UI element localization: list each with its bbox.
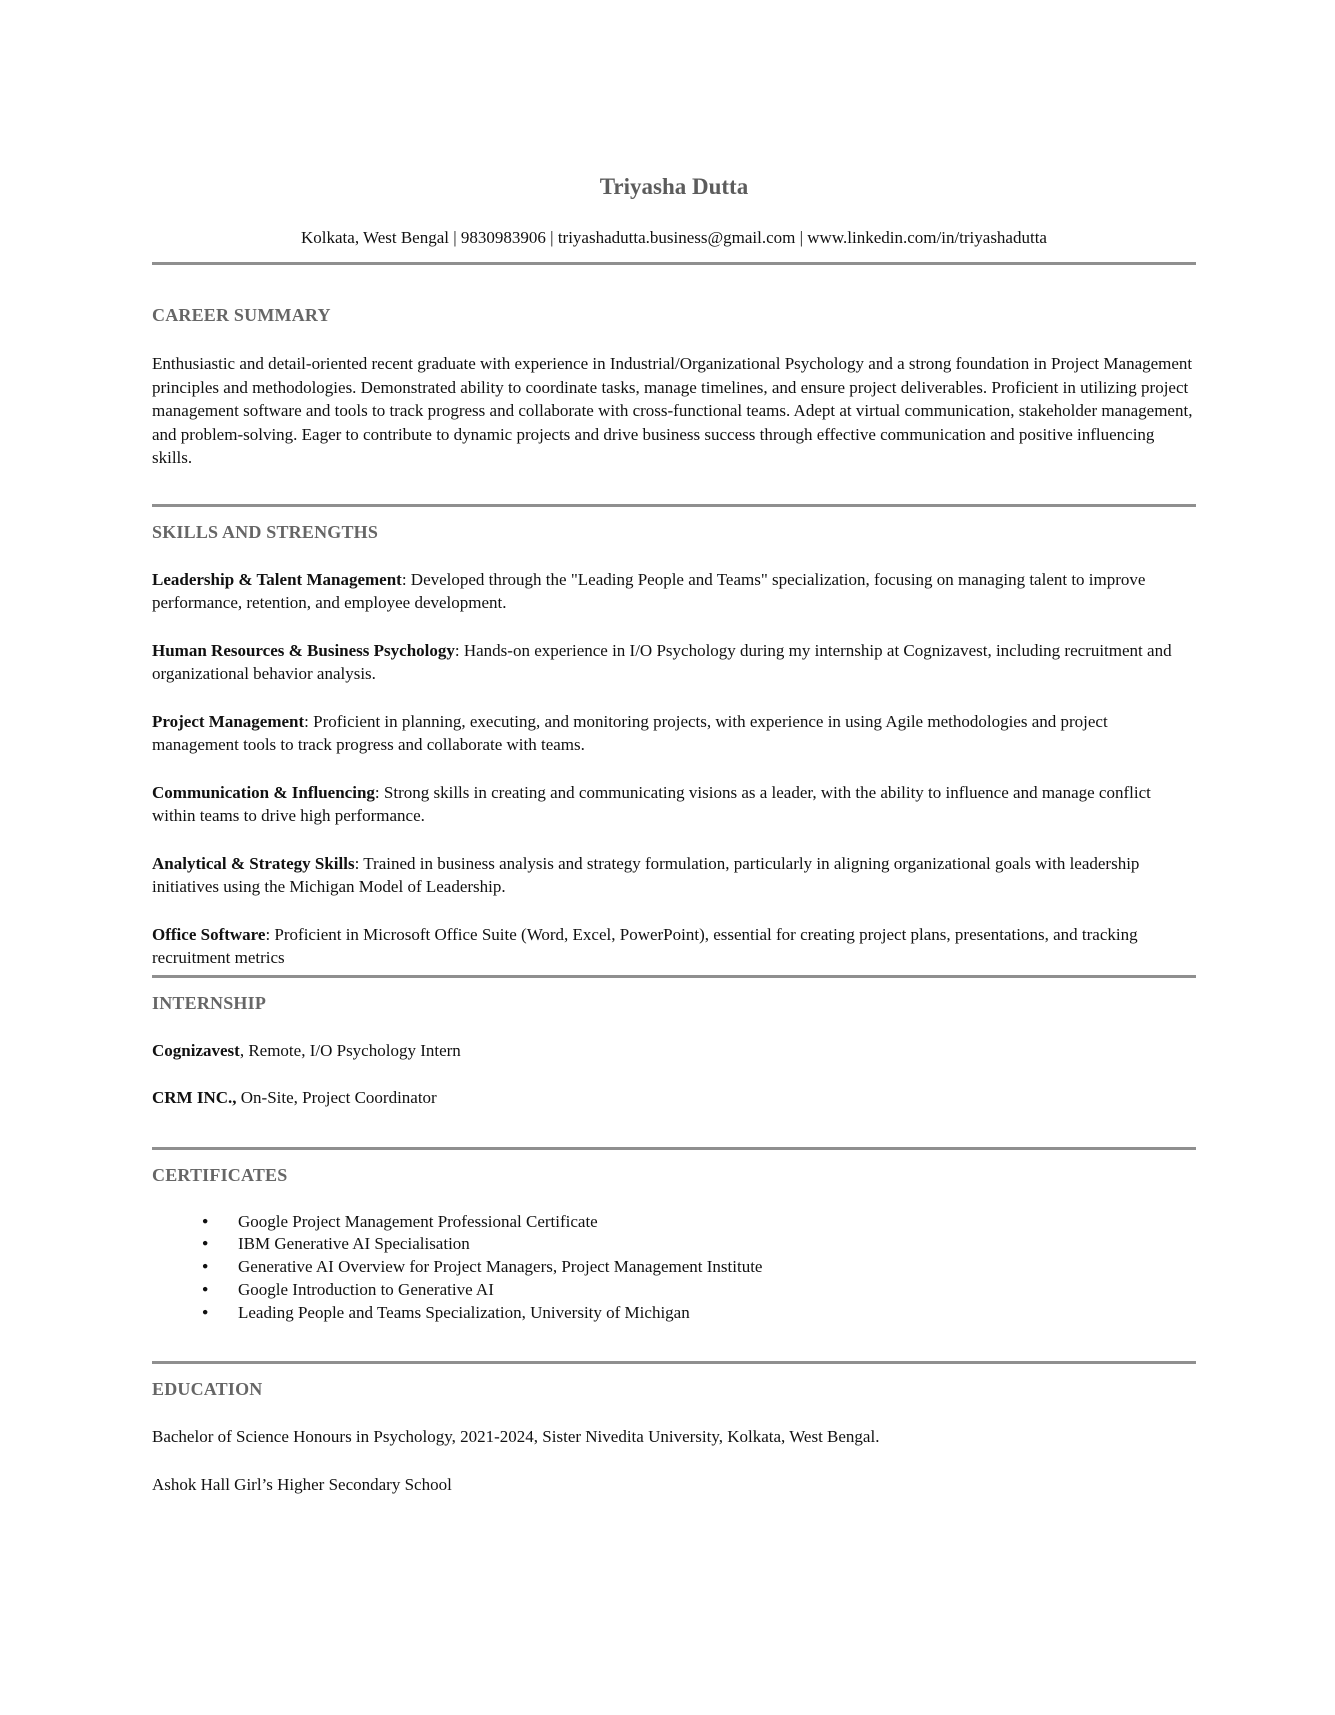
education-line: Bachelor of Science Honours in Psychology, 2021-2024, Sister Nivedita University, Kolkata, West Bengal. xyxy=(152,1427,880,1447)
contact-separator: | xyxy=(545,228,558,247)
skill-label: Communication & Influencing xyxy=(152,782,375,802)
education-divider xyxy=(152,1361,1196,1364)
skill-label: Office Software xyxy=(152,924,266,944)
skills-list xyxy=(152,568,1196,970)
section-skills-and-strengths xyxy=(152,520,1196,970)
internship-company: Cognizavest xyxy=(152,1040,240,1060)
skill-description: : Strong skills in creating and communicating visions as a leader, with the ability to influence and manage conflict within teams to drive high performance. xyxy=(152,782,1151,825)
skill-description: : Trained in business analysis and strategy formulation, particularly in aligning organizational goals with leadership initiatives using the Michigan Model of Leadership. xyxy=(152,853,1140,896)
skill-label: Leadership & Talent Management xyxy=(152,569,402,589)
certificate-item: ● IBM Generative AI Specialisation xyxy=(200,1233,1196,1256)
internship-details: , Remote, I/O Psychology Intern xyxy=(239,1040,461,1060)
section-education xyxy=(152,1377,1196,1496)
internship-title: INTERNSHIP xyxy=(152,992,267,1013)
skill-item xyxy=(152,710,1196,757)
skill-label: Human Resources & Business Psychology xyxy=(152,640,455,660)
certificate-item: ● Generative AI Overview for Project Managers, Project Management Institute xyxy=(200,1256,1196,1279)
resume-name: Triyasha Dutta xyxy=(599,174,749,199)
certificate-item: ● Google Introduction to Generative AI xyxy=(200,1279,1196,1302)
internship-details: On-Site, Project Coordinator xyxy=(236,1088,437,1107)
skill-description: : Proficient in planning, executing, and monitoring projects, with experience in using Agile methodologies and project management tools to track progress and collaborate with teams. xyxy=(152,711,1108,754)
education-title: EDUCATION xyxy=(152,1379,263,1400)
section-certificates xyxy=(152,1163,1196,1325)
contact-phone: 9830983906 xyxy=(460,228,546,247)
skills-divider xyxy=(152,504,1196,507)
internship-divider xyxy=(152,975,1196,978)
career-summary-text: Enthusiastic and detail-oriented recent graduate with experience in Industrial/Organizational Psychology and a strong foundation in Project Management principles and methodologies. Demonstrated ability to coordinate tasks, manage timelines, and ensure project deliverables. Proficient in utilizing project management software and tools to track progress and collaborate with cross-functional teams. Adept at virtual communication, stakeholder management, and problem-solving. Eager to contribute to dynamic projects and drive business success through effective communication and positive influencing skills. xyxy=(152,354,1193,467)
skill-description: : Hands-on experience in I/O Psychology during my internship at Cognizavest, including recruitment and organizational behavior analysis. xyxy=(152,640,1172,683)
career-summary-title: CAREER SUMMARY xyxy=(152,305,331,325)
contact-location: Kolkata, West Bengal xyxy=(301,228,449,247)
skill-item xyxy=(152,923,1196,970)
certificates-divider xyxy=(152,1147,1196,1150)
certificate-item: ● Google Project Management Professional Certificate xyxy=(200,1211,1196,1234)
skill-label: Analytical & Strategy Skills xyxy=(152,853,355,873)
skill-description: : Developed through the "Leading People and Teams" specialization, focusing on managing talent to improve performance, retention, and employee development. xyxy=(152,569,1146,612)
certificates-list xyxy=(200,1211,1196,1325)
skill-label: Project Management xyxy=(152,711,305,731)
skills-title: SKILLS AND STRENGTHS xyxy=(152,521,379,542)
section-career-summary xyxy=(152,303,1196,470)
skill-description: : Proficient in Microsoft Office Suite (Word, Excel, PowerPoint), essential for creating project plans, presentations, and tracking recruitment metrics xyxy=(152,924,1138,967)
skill-item xyxy=(152,781,1196,828)
internship-list xyxy=(152,1039,1196,1110)
education-line: Ashok Hall Girl’s Higher Secondary School xyxy=(152,1474,452,1494)
internship-company: CRM INC., xyxy=(152,1088,237,1107)
skill-item xyxy=(152,852,1196,899)
certificate-item: ● Leading People and Teams Specialization, University of Michigan xyxy=(200,1302,1196,1325)
certificates-title: CERTIFICATES xyxy=(152,1164,288,1185)
contact-email: triyashadutta.business@gmail.com xyxy=(557,228,796,247)
contact-separator: | xyxy=(449,228,461,247)
education-list xyxy=(152,1425,1196,1496)
skill-item xyxy=(152,568,1196,615)
internship-item xyxy=(152,1086,1196,1110)
contact-line xyxy=(152,226,1196,250)
header-divider xyxy=(152,262,1196,265)
section-internship xyxy=(152,991,1196,1110)
internship-item xyxy=(152,1039,1196,1063)
skill-item xyxy=(152,639,1196,686)
contact-separator: | xyxy=(795,228,808,247)
contact-linkedin: www.linkedin.com/in/triyashadutta xyxy=(807,228,1047,247)
